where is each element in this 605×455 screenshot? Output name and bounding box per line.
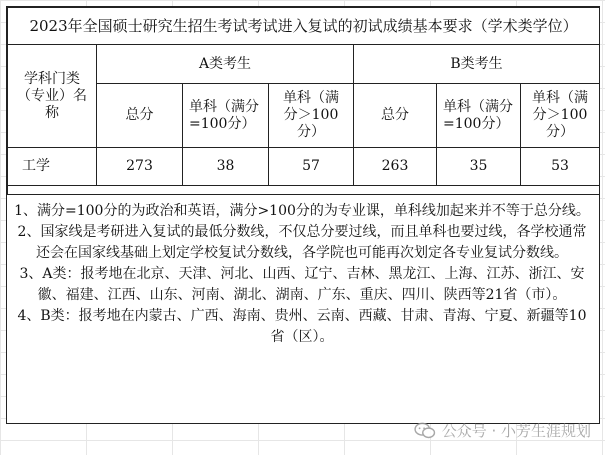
a-total-header: 总分 xyxy=(97,84,183,148)
b-total-header: 总分 xyxy=(354,84,437,148)
note-3: 3、A类：报考地在北京、天津、河北、山西、辽宁、吉林、黑龙江、上海、江苏、浙江、安徽、福建、江西、山东、河南、湖北、湖南、广东、重庆、四川、陕西等21省（市）。 xyxy=(19,266,585,303)
group-a-header: A类考生 xyxy=(97,45,354,84)
b-single-gt100-cell: 53 xyxy=(521,148,600,186)
b-total-cell: 263 xyxy=(354,148,437,186)
a-single-100-header: 单科（满分=100分） xyxy=(183,84,269,148)
b-single-100-cell: 35 xyxy=(437,148,521,186)
b-single-100-header: 单科（满分=100分） xyxy=(437,84,521,148)
group-b-header: B类考生 xyxy=(354,45,600,84)
a-single-gt100-cell: 57 xyxy=(269,148,354,186)
notes-block xyxy=(7,194,599,423)
wechat-official-account-icon xyxy=(414,422,436,440)
score-requirements-table xyxy=(7,7,600,194)
score-requirements-table-container xyxy=(6,6,600,424)
watermark xyxy=(414,420,591,441)
b-single-gt100-header: 单科（满分＞100分） xyxy=(521,84,600,148)
table-title: 2023年全国硕士研究生招生考试考试进入复试的初试成绩基本要求（学术类学位） xyxy=(8,8,600,45)
note-4: 4、B类：报考地在内蒙古、广西、海南、贵州、云南、西藏、甘肃、青海、宁夏、新疆等10省（区）。 xyxy=(17,308,587,345)
table-row xyxy=(8,148,600,186)
a-single-gt100-header: 单科（满分＞100分） xyxy=(269,84,354,148)
watermark-text: 公众号 · 小芳生涯规划 xyxy=(441,422,591,440)
a-single-100-cell: 38 xyxy=(183,148,269,186)
spacer-cell xyxy=(8,186,600,195)
note-2: 2、国家线是考研进入复试的最低分数线，不仅总分要过线，而且单科也要过线，各学校通常还会在国家线基础上划定学校复试分数线，各学院也可能再次划定各专业复试分数线。 xyxy=(17,224,587,261)
note-1: 1、满分=100分的为政治和英语，满分>100分的为专业课，单科线加起来并不等于总分线。 xyxy=(14,203,590,219)
a-total-cell: 273 xyxy=(97,148,183,186)
subject-header: 学科门类（专业）名称 xyxy=(8,45,97,148)
subject-cell: 工学 xyxy=(8,148,97,186)
